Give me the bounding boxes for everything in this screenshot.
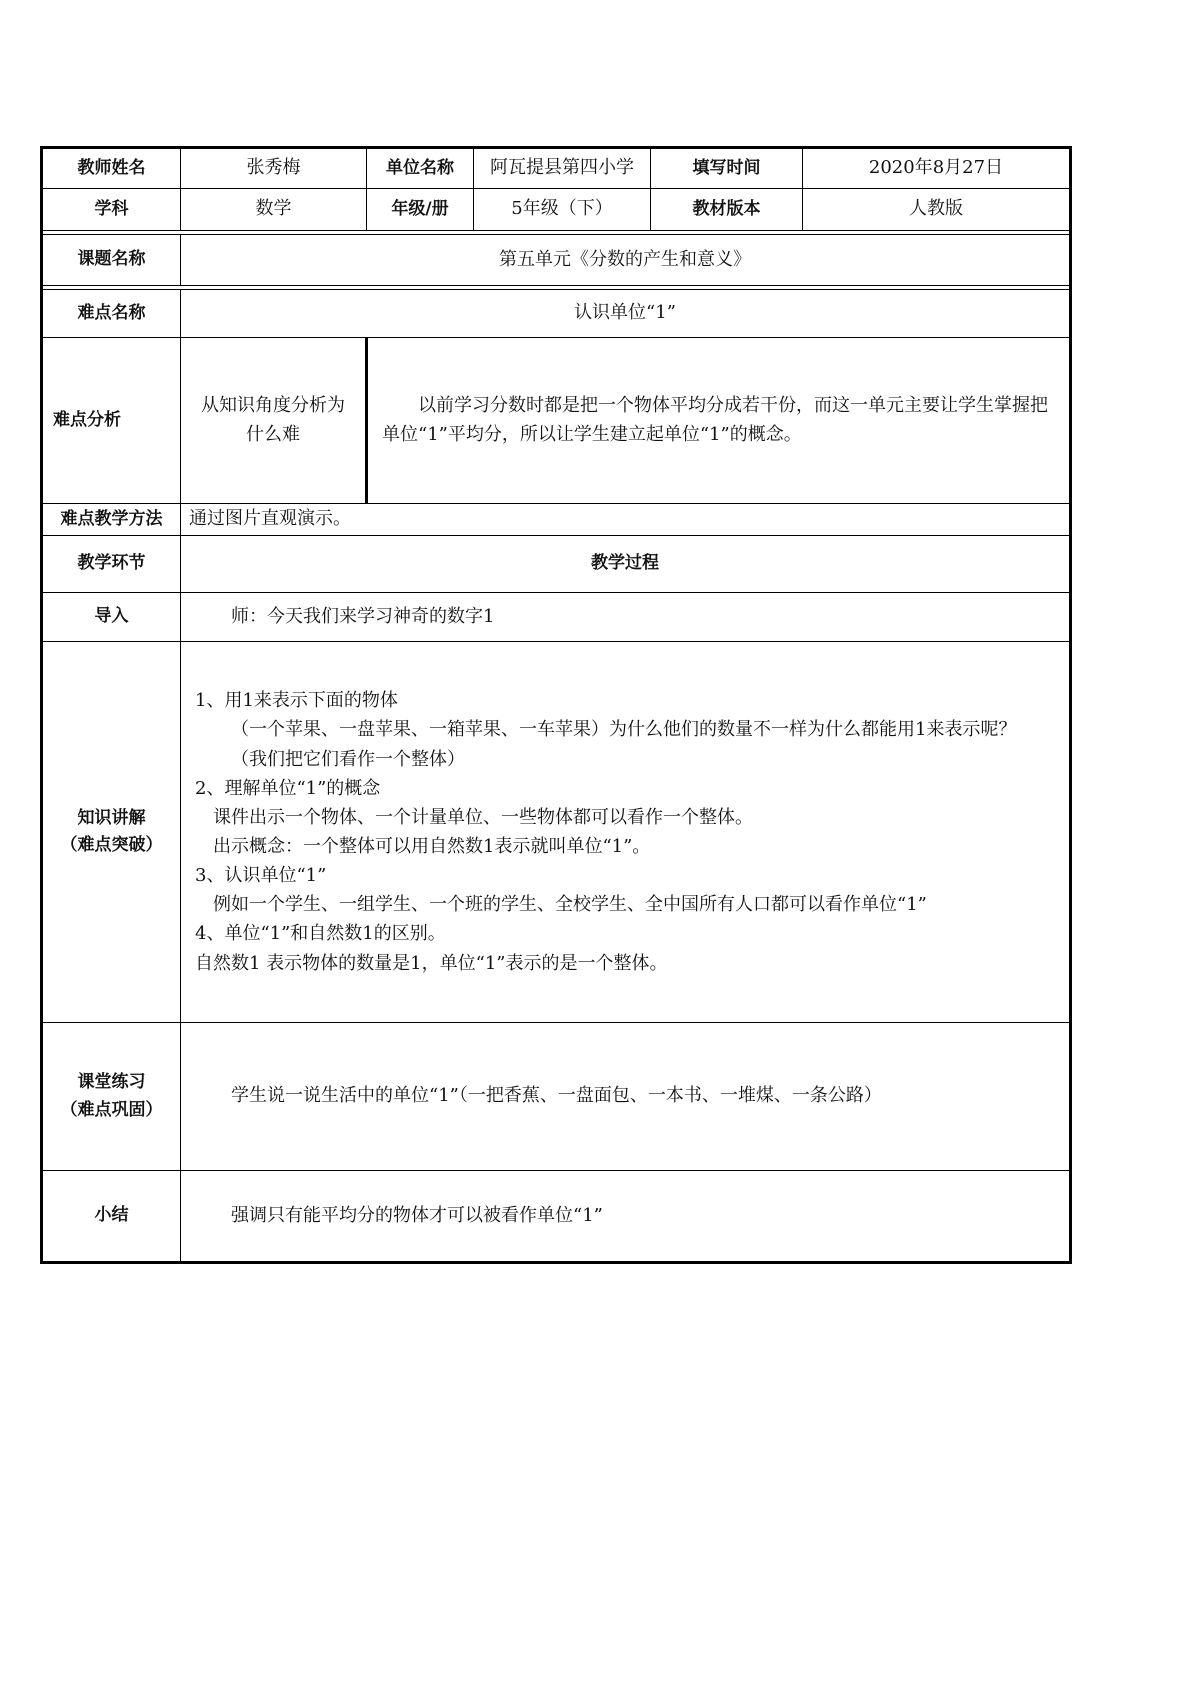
header-row-2 [42, 189, 1071, 231]
subject-label: 学科 [42, 189, 181, 231]
grade-label: 年级/册 [367, 189, 474, 231]
knowledge-line-6: 出示概念：一个整体可以用自然数1表示就叫单位“1”。 [213, 836, 651, 857]
topic-row [42, 235, 1071, 286]
knowledge-line-5: 课件出示一个物体、一个计量单位、一些物体都可以看作一个整体。 [213, 806, 753, 828]
knowledge-label-line1: 知识讲解 [77, 807, 146, 828]
knowledge-line-10: 自然数1 表示物体的数量是1，单位“1”表示的是一个整体。 [195, 952, 668, 974]
knowledge-content [181, 642, 1071, 1023]
header-row-1 [42, 148, 1071, 189]
knowledge-label-line2: （难点突破） [60, 835, 163, 855]
teacher-name: 张秀梅 [181, 148, 367, 189]
knowledge-line-1: 1、用1来表示下面的物体 [195, 690, 398, 712]
summary-row [42, 1171, 1071, 1263]
process-value: 教学过程 [181, 536, 1071, 593]
process-label: 教学环节 [42, 536, 181, 593]
knowledge-line-9: 4、单位“1”和自然数1的区别。 [195, 923, 446, 945]
knowledge-row [42, 642, 1071, 1023]
grade-value: 5年级（下） [474, 189, 651, 231]
practice-value: 学生说一说生活中的单位“1”（一把香蕉、一盘面包、一本书、一堆煤、一条公路） [181, 1023, 1071, 1171]
knowledge-line-3: （我们把它们看作一个整体） [231, 748, 465, 770]
difficulty-value: 认识单位“1” [181, 290, 1071, 338]
topic-label: 课题名称 [42, 235, 181, 286]
analysis-row [42, 338, 1071, 504]
knowledge-line-4: 2、理解单位“1”的概念 [195, 777, 381, 799]
lesson-plan-sheet [40, 146, 1069, 1264]
practice-row [42, 1023, 1071, 1171]
knowledge-line-2: （一个苹果、一盘苹果、一箱苹果、一车苹果）为什么他们的数量不一样为什么都能用1来表示呢？ [231, 719, 1017, 741]
summary-label: 小结 [42, 1171, 181, 1263]
method-label: 难点教学方法 [42, 504, 181, 536]
subject-value: 数学 [181, 189, 367, 231]
lesson-plan-table [40, 146, 1072, 1264]
practice-label-line1: 课堂练习 [77, 1072, 146, 1093]
knowledge-label-cell [42, 642, 181, 1023]
edition-label: 教材版本 [651, 189, 803, 231]
intro-row [42, 593, 1071, 642]
method-row [42, 504, 1071, 536]
process-header-row [42, 536, 1071, 593]
knowledge-line-8: 例如一个学生、一组学生、一个班的学生、全校学生、全中国所有人口都可以看作单位“1” [213, 894, 927, 916]
practice-label-line2: （难点巩固） [60, 1099, 163, 1120]
knowledge-line-7: 3、认识单位“1” [195, 865, 327, 887]
analysis-sublabel: 从知识角度分析为什么难 [181, 338, 367, 504]
difficulty-label: 难点名称 [42, 290, 181, 338]
method-value: 通过图片直观演示。 [181, 504, 1071, 536]
analysis-label: 难点分析 [42, 338, 181, 504]
difficulty-row [42, 290, 1071, 338]
teacher-label: 教师姓名 [42, 148, 181, 189]
unit-name: 阿瓦提县第四小学 [474, 148, 651, 189]
practice-label-cell [42, 1023, 181, 1171]
summary-value: 强调只有能平均分的物体才可以被看作单位“1” [181, 1171, 1071, 1263]
intro-label: 导入 [42, 593, 181, 642]
topic-value: 第五单元《分数的产生和意义》 [181, 235, 1071, 286]
edition-value: 人教版 [803, 189, 1071, 231]
unit-label: 单位名称 [367, 148, 474, 189]
date-label: 填写时间 [651, 148, 803, 189]
date-value: 2020年8月27日 [803, 148, 1071, 189]
analysis-text: 以前学习分数时都是把一个物体平均分成若干份，而这一单元主要让学生掌握把单位“1”平均分，所以让学生建立起单位“1”的概念。 [367, 338, 1071, 504]
intro-value: 师：今天我们来学习神奇的数字1 [181, 593, 1071, 642]
